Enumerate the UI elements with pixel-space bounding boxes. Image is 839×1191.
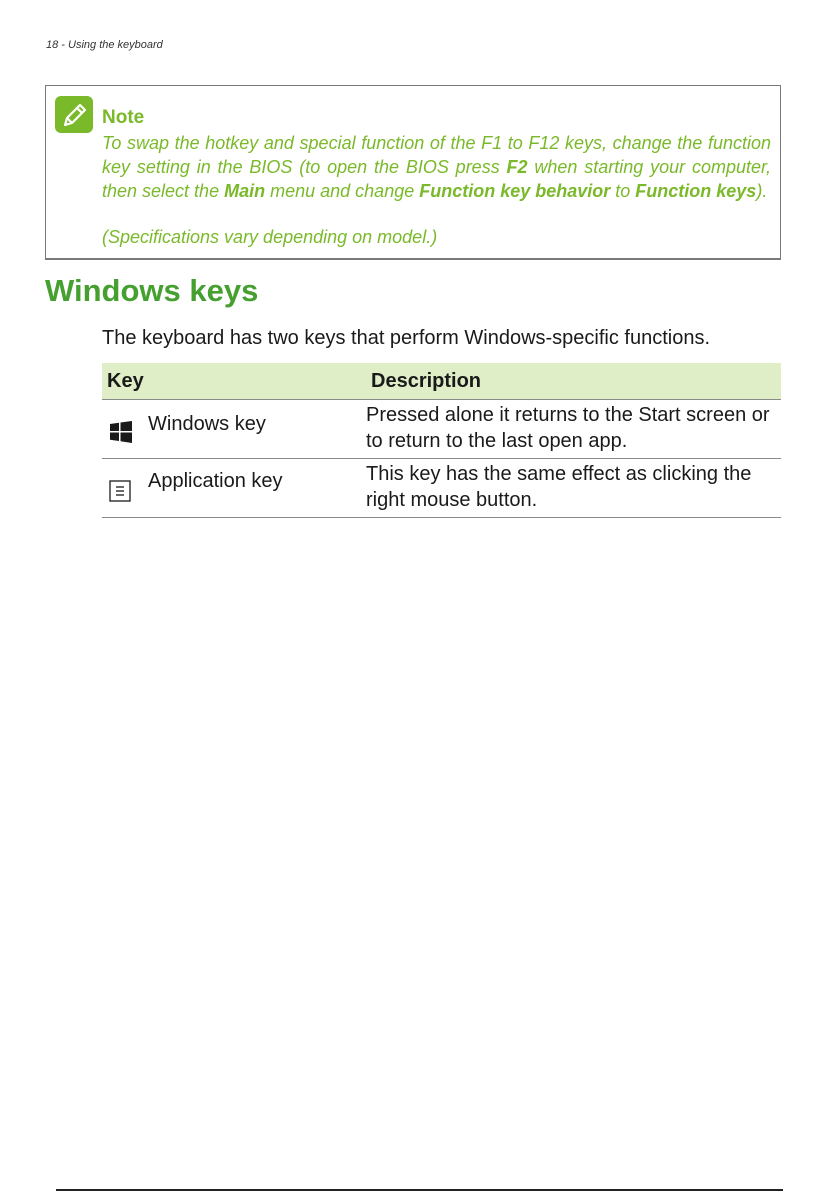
note-box bbox=[45, 85, 781, 260]
key-description: Pressed alone it returns to the Start screen or to return to the last open app. bbox=[366, 404, 770, 452]
key-cell bbox=[102, 400, 366, 459]
header-description: Description bbox=[366, 363, 781, 400]
key-name: Windows key bbox=[148, 413, 266, 435]
table-row bbox=[102, 459, 781, 518]
section-title: Windows keys bbox=[45, 273, 259, 308]
pencil-icon bbox=[55, 96, 93, 133]
key-cell bbox=[102, 459, 366, 518]
table-header-row bbox=[102, 363, 781, 400]
key-name: Application key bbox=[148, 470, 283, 492]
bios-value: Function keys bbox=[635, 181, 757, 201]
running-head: 18 - Using the keyboard bbox=[46, 39, 163, 51]
description-cell bbox=[366, 459, 781, 518]
key-description: This key has the same effect as clicking the right mouse button. bbox=[366, 463, 752, 511]
keys-table bbox=[102, 363, 781, 518]
bios-menu: Main bbox=[224, 181, 266, 201]
bios-key: F2 bbox=[506, 157, 528, 177]
section-intro: The keyboard has two keys that perform Windows-specific functions. bbox=[102, 327, 711, 349]
note-text: To swap the hotkey and special function of the F1 to F12 keys, change the function key setting in the BIOS (to open the BIOS press F2 when starting your computer, then select the Main menu and change Function key behavior to Function keys). bbox=[102, 133, 771, 201]
note-title: Note bbox=[102, 107, 145, 128]
application-menu-icon bbox=[109, 480, 131, 502]
windows-logo-icon bbox=[109, 420, 133, 444]
table-row bbox=[102, 400, 781, 459]
bios-setting: Function key behavior bbox=[419, 181, 611, 201]
header-key: Key bbox=[102, 363, 366, 400]
note-spec: (Specifications vary depending on model.) bbox=[102, 227, 438, 247]
description-cell bbox=[366, 400, 781, 459]
